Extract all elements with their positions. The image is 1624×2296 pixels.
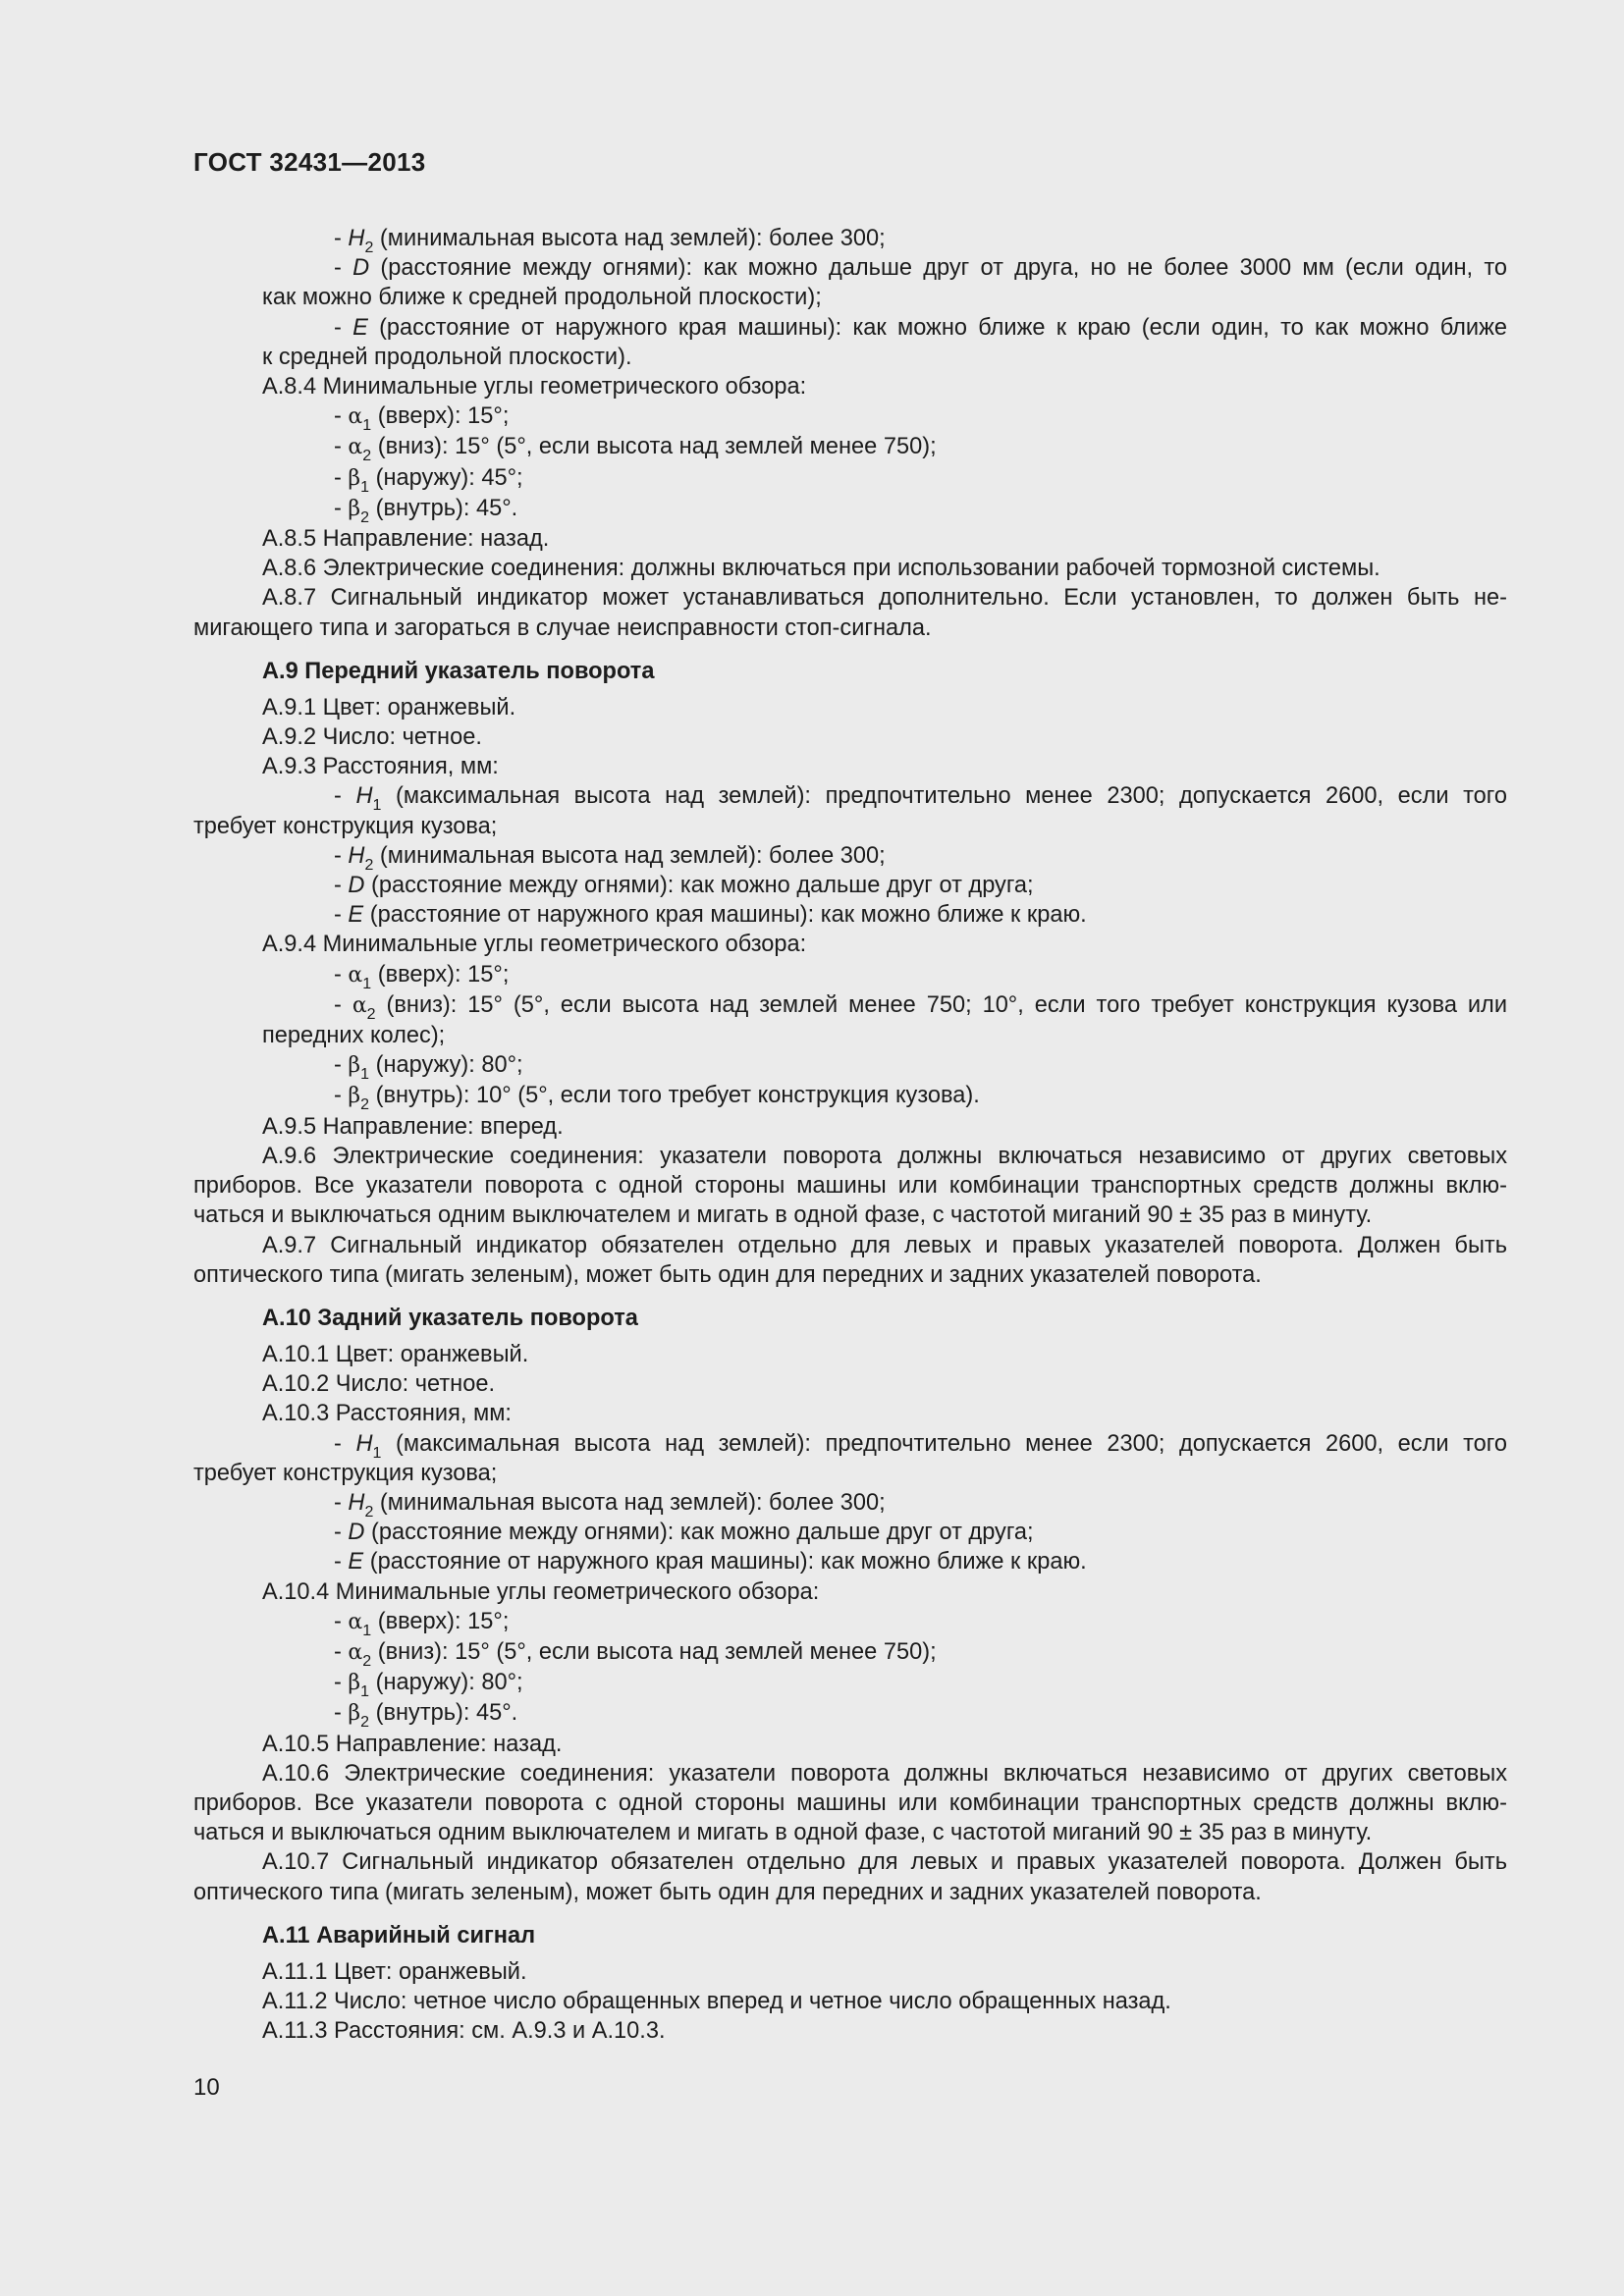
text-line: требует конструкция кузова; (193, 813, 498, 839)
text-line: - $\alpha_1$ (вверх): 15°; (334, 961, 510, 992)
page-header-doc-code: ГОСТ 32431—2013 (193, 147, 426, 177)
text-line: - E (расстояние от наружного края машины): как можно ближе к краю (если один, то как можно ближе (334, 314, 1507, 341)
page-number: 10 (193, 2074, 220, 2101)
text-line: - $\alpha_2$ (вниз): 15° (5°, если высота над землей менее 750; 10°, если того требует конструкция кузова или (334, 991, 1508, 1023)
text-line: А.9.5 Направление: вперед. (262, 1113, 564, 1140)
text-line: А.8.7 Сигнальный индикатор может устанавливаться дополнительно. Если установлен, то должен быть не- (262, 585, 1507, 612)
text-line: приборов. Все указатели поворота с одной стороны машины или комбинации транспортных средств должны вклю- (193, 1789, 1507, 1816)
section-heading-a9: А.9 Передний указатель поворота (262, 658, 655, 684)
text-line: А.10.3 Расстояния, мм: (262, 1401, 512, 1427)
text-line: - $\alpha_1$ (вверх): 15°; (334, 1608, 510, 1639)
text-line: - D (расстояние между огнями): как можно дальше друг от друга; (334, 873, 1034, 899)
text-line: - E (расстояние от наружного края машины): как можно ближе к краю. (334, 902, 1087, 929)
text-line: - $\beta_2$ (внутрь): 10° (5°, если того требует конструкция кузова). (334, 1083, 980, 1114)
text-line: А.10.5 Направление: назад. (262, 1731, 563, 1757)
text-line: А.10.6 Электрические соединения: указатели поворота должны включаться независимо от других световых (262, 1760, 1507, 1787)
text-line: А.10.7 Сигнальный индикатор обязателен отдельно для левых и правых указателей поворота. Должен быть (262, 1849, 1507, 1876)
text-line: А.10.1 Цвет: оранжевый. (262, 1341, 529, 1367)
text-line: А.11.1 Цвет: оранжевый. (262, 1958, 527, 1985)
text-line: А.9.2 Число: четное. (262, 724, 482, 751)
text-line: - $\alpha_1$ (вверх): 15°; (334, 403, 510, 435)
text-line: - $\beta_1$ (наружу): 80°; (334, 1052, 523, 1084)
text-line: чаться и выключаться одним выключателем и мигать в одной фазе, с частотой миганий 90 ± 35 раз в минуту. (193, 1202, 1373, 1229)
text-line: А.9.1 Цвет: оранжевый. (262, 694, 516, 721)
text-line: чаться и выключаться одним выключателем и мигать в одной фазе, с частотой миганий 90 ± 35 раз в минуту. (193, 1820, 1373, 1846)
text-line: оптического типа (мигать зеленым), может быть один для передних и задних указателей поворота. (193, 1879, 1262, 1905)
page-content (193, 224, 1507, 2046)
text-line: - $H_2$ (минимальная высота над землей): более 300; (334, 226, 886, 256)
text-line: - $H_2$ (минимальная высота над землей): более 300; (334, 842, 886, 874)
text-line: приборов. Все указатели поворота с одной стороны машины или комбинации транспортных средств должны вклю- (193, 1173, 1507, 1200)
text-line: передних колес); (262, 1023, 446, 1049)
text-line: А.11.3 Расстояния: см. А.9.3 и А.10.3. (262, 2018, 666, 2045)
text-line: - D (расстояние между огнями): как можно дальше друг от друга, но не более 3000 мм (если один, то (334, 255, 1507, 282)
section-heading-a11: А.11 Аварийный сигнал (262, 1922, 536, 1949)
text-line: - $\alpha_2$ (вниз): 15° (5°, если высота над землей менее 750); (334, 434, 937, 465)
text-line: А.10.4 Минимальные углы геометрического обзора: (262, 1578, 820, 1605)
text-line: - $H_1$ (максимальная высота над землей): предпочтительно менее 2300; допускается 2600, если того (334, 783, 1507, 815)
text-line: А.9.4 Минимальные углы геометрического обзора: (262, 932, 807, 958)
text-line: А.8.5 Направление: назад. (262, 526, 550, 553)
text-line: А.11.2 Число: четное число обращенных вперед и четное число обращенных назад. (262, 1988, 1171, 2014)
section-heading-a10: А.10 Задний указатель поворота (262, 1305, 638, 1331)
text-line: мигающего типа и загораться в случае неисправности стоп-сигнала. (193, 614, 932, 641)
text-line: - $\beta_1$ (наружу): 45°; (334, 464, 523, 496)
text-line: А.9.6 Электрические соединения: указатели поворота должны включаться независимо от других световых (262, 1143, 1507, 1169)
text-line: - D (расстояние между огнями): как можно дальше друг от друга; (334, 1520, 1034, 1546)
text-line: к средней продольной плоскости). (262, 344, 632, 370)
text-line: - E (расстояние от наружного края машины): как можно ближе к краю. (334, 1549, 1087, 1575)
text-line: требует конструкция кузова; (193, 1460, 498, 1486)
text-line: А.9.7 Сигнальный индикатор обязателен отдельно для левых и правых указателей поворота. Должен быть (262, 1232, 1507, 1258)
text-line: оптического типа (мигать зеленым), может быть один для передних и задних указателей поворота. (193, 1261, 1262, 1288)
text-line: А.8.4 Минимальные углы геометрического обзора: (262, 374, 807, 400)
text-line: А.9.3 Расстояния, мм: (262, 754, 499, 780)
text-line: - $\alpha_2$ (вниз): 15° (5°, если высота над землей менее 750); (334, 1638, 937, 1670)
text-line: А.8.6 Электрические соединения: должны включаться при использовании рабочей тормозной системы. (262, 556, 1380, 582)
text-line: - $\beta_2$ (внутрь): 45°. (334, 1700, 518, 1732)
text-line: - $H_2$ (минимальная высота над землей): более 300; (334, 1489, 886, 1521)
text-line: - $\beta_1$ (наружу): 80°; (334, 1670, 523, 1701)
text-line: - $H_1$ (максимальная высота над землей): предпочтительно менее 2300; допускается 2600, если того (334, 1430, 1507, 1462)
text-line: - $\beta_2$ (внутрь): 45°. (334, 495, 518, 526)
text-line: как можно ближе к средней продольной плоскости); (262, 285, 822, 311)
text-line: А.10.2 Число: четное. (262, 1371, 495, 1398)
